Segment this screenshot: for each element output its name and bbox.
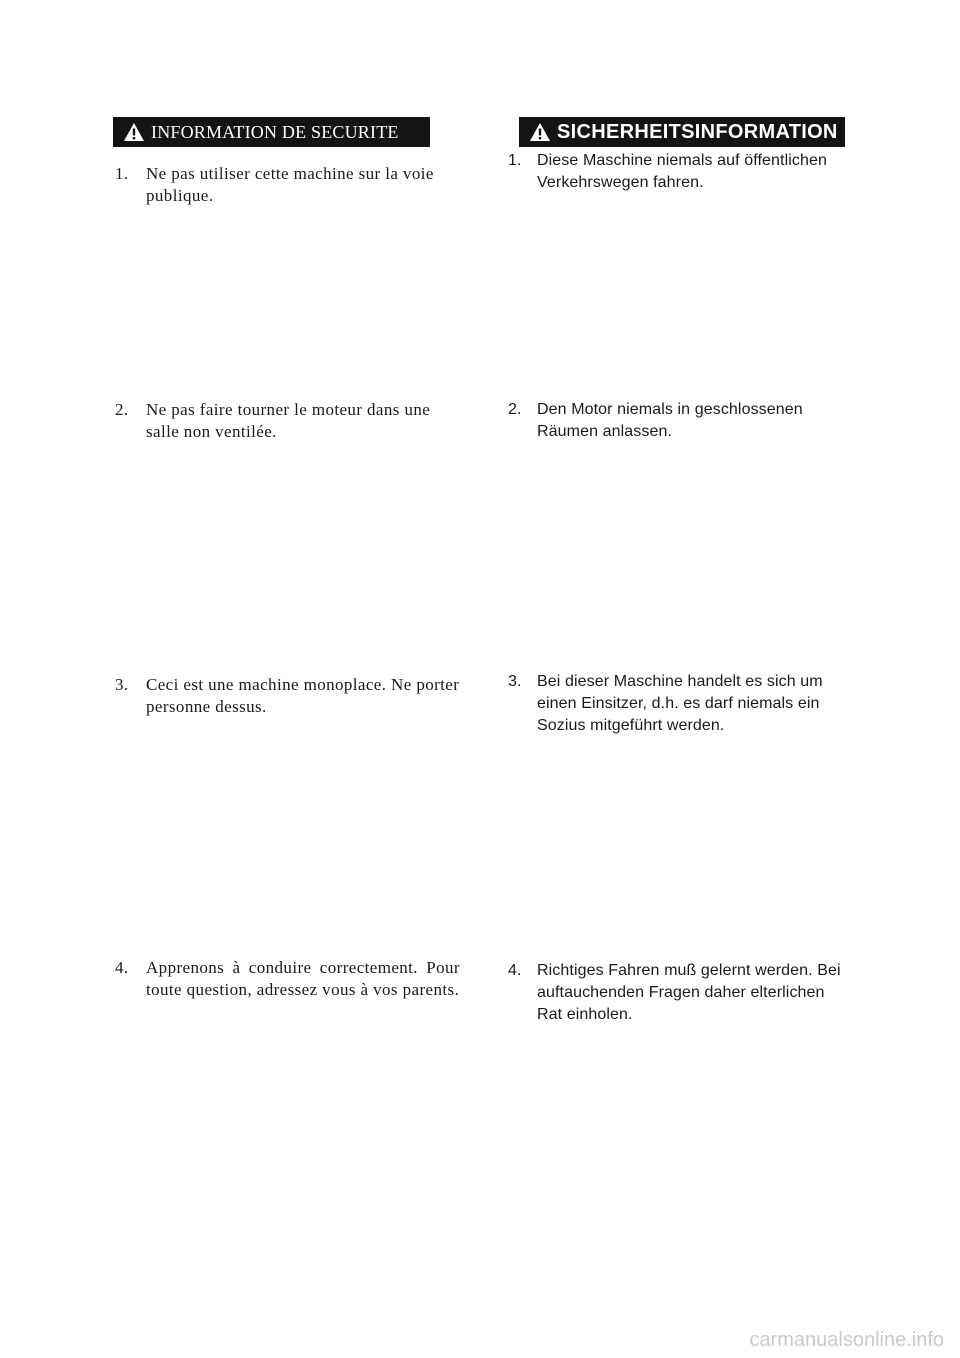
item-text: Bei dieser Maschine handelt es sich um einen Einsitzer, d.h. es darf niemals ein Sozius mitgeführt werden. bbox=[537, 673, 823, 734]
french-item-3 bbox=[115, 674, 460, 718]
item-number: 3. bbox=[115, 675, 129, 694]
warning-triangle-icon bbox=[529, 122, 551, 142]
warning-triangle-icon bbox=[123, 122, 145, 142]
item-number: 4. bbox=[508, 962, 522, 979]
item-text: Ceci est une machine monoplace. Ne porter personne dessus. bbox=[146, 675, 460, 716]
german-item-4 bbox=[508, 960, 850, 1026]
site-watermark: carmanualsonline.info bbox=[749, 1329, 944, 1351]
french-item-1 bbox=[115, 163, 455, 207]
german-item-3 bbox=[508, 671, 850, 737]
item-text: Ne pas utiliser cette machine sur la voie publique. bbox=[146, 164, 434, 205]
french-heading-text: INFORMATION DE SECURITE bbox=[151, 121, 399, 142]
item-number: 1. bbox=[115, 164, 129, 183]
french-item-4 bbox=[115, 957, 460, 1001]
item-text: Ne pas faire tourner le moteur dans une salle non ventilée. bbox=[146, 400, 431, 441]
item-text: Richtiges Fahren muß gelernt werden. Bei auftauchenden Fragen daher elterlichen Rat einholen. bbox=[537, 962, 841, 1023]
french-safety-heading bbox=[113, 117, 430, 147]
german-item-2 bbox=[508, 399, 850, 443]
item-number: 2. bbox=[508, 401, 522, 418]
german-heading-text: SICHERHEITSINFORMATION bbox=[557, 120, 838, 143]
german-item-1 bbox=[508, 150, 850, 194]
item-text: Den Motor niemals in geschlossenen Räumen anlassen. bbox=[537, 401, 803, 440]
german-safety-heading bbox=[519, 117, 845, 147]
item-number: 4. bbox=[115, 958, 129, 977]
french-item-2 bbox=[115, 399, 460, 443]
item-number: 3. bbox=[508, 673, 522, 690]
item-text: Apprenons à conduire correctement. Pour toute question, adressez vous à vos parents. bbox=[146, 958, 460, 999]
item-number: 1. bbox=[508, 152, 522, 169]
item-text: Diese Maschine niemals auf öffentlichen Verkehrswegen fahren. bbox=[537, 152, 827, 191]
item-number: 2. bbox=[115, 400, 129, 419]
